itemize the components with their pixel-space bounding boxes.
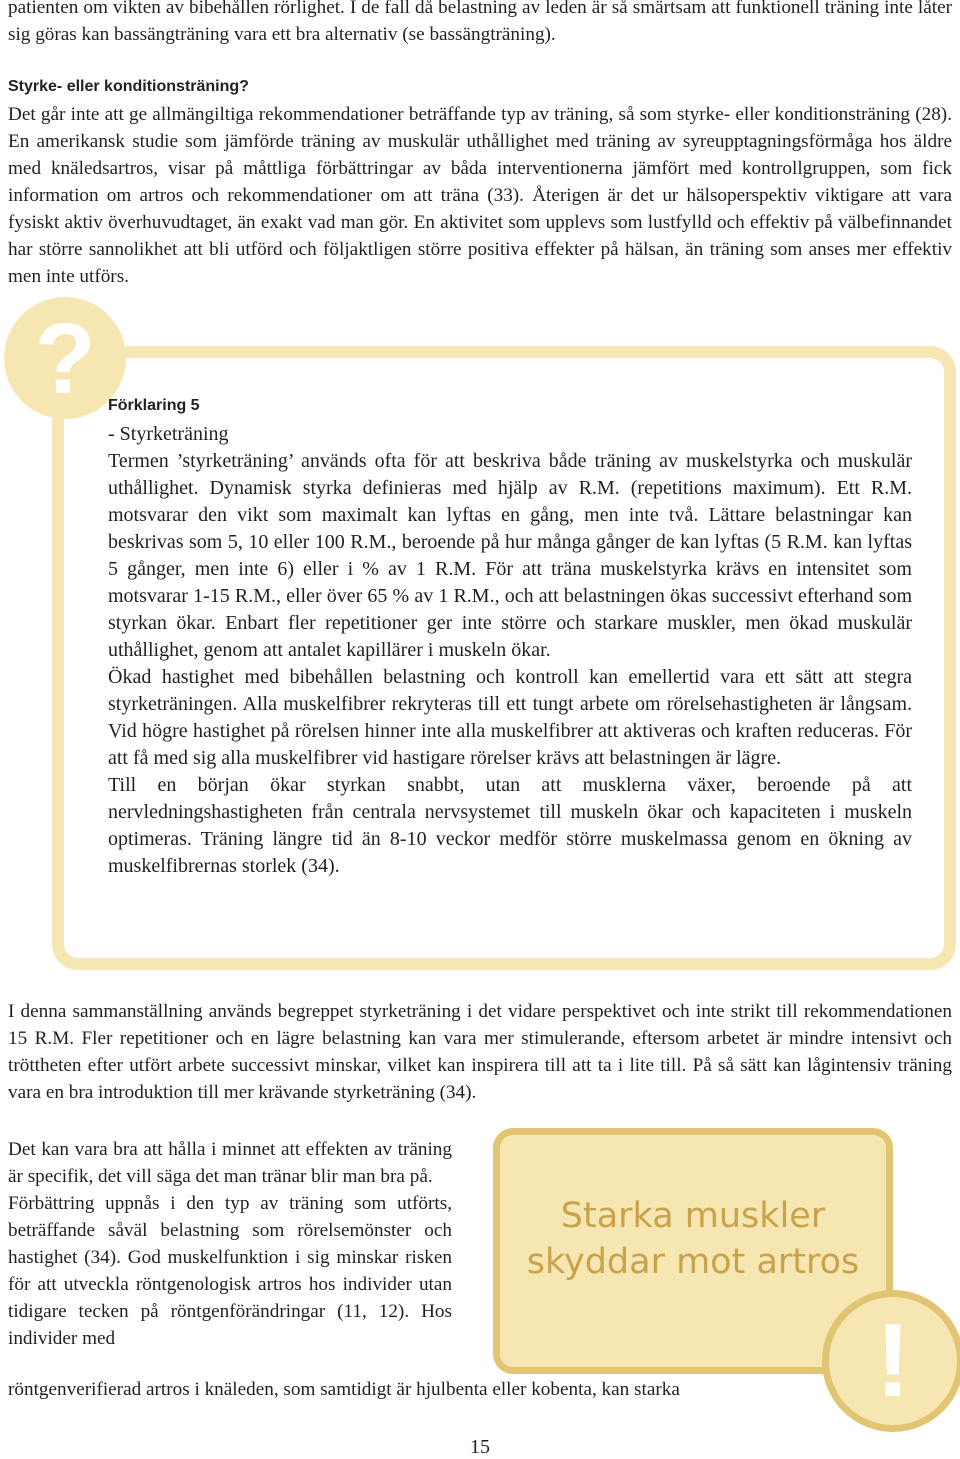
left-column-paragraph-2: Förbättring uppnås i den typ av träning som utförts, beträffande såväl belastning som rörelsemönster och hastighet (34). God muskelfunktion i sig minskar risken för att utveckla röntgenologisk artros hos individer utan tidigare tecken på röntgenförändringar (11, 12). Hos individer med — [8, 1193, 452, 1349]
section-paragraph-2: En aktivitet som upplevs som lustfylld och effektiv på välbefinnandet har större sannolikhet att bli utförd och följaktligen större positiva effekter på hälsan, än träning som anses mer effektiv men inte utförs. — [8, 212, 952, 287]
highlight-text — [500, 1193, 886, 1285]
highlight-line-2: skyddar mot artros — [526, 1242, 860, 1282]
left-column — [8, 1136, 452, 1352]
callout-paragraph-1: Termen ’styrketräning’ används ofta för att beskriva både träning av muskelstyrka och muskulär uthållighet. Dynamisk styrka definieras med hjälp av R.M. (repetitions maximum). Ett R.M. motsvarar den vikt som maximalt kan lyftas en gång, men inte två. Lättare belastningar kan beskrivas som 5, 10 eller 100 R.M., beroende på hur många gånger de kan lyftas (5 R.M. kan lyftas 5 gånger, men inte 6) eller i % av 1 R.M. För att träna muskelstyrka krävs en intensitet som motsvarar 1-15 R.M., eller över 65 % av 1 R.M., och att belastningen ökas successivt efterhand som styrkan ökar. Enbart fler repetitioner ger inte större och starkare muskler, men ökad muskulär uthållighet, genom att antalet kapillärer i muskeln ökar. — [108, 450, 912, 661]
callout-paragraph-3: Till en början ökar styrkan snabbt, utan att musklerna växer, beroende på att nervledningshastigheten från centrala nervsystemet till muskeln ökar och kapaciteten i muskeln optimeras. Träning längre tid än 8-10 veckor medför större muskelmassa genom en ökning av muskelfibrernas storlek (34). — [108, 774, 912, 877]
intro-paragraph: patienten om vikten av bibehållen rörlighet. I de fall då belastning av leden är så smärtsam att funktionell träning inte låter sig göras kan bassängträning vara ett bra alternativ (se bassängträning). — [8, 0, 952, 45]
explanation-callout-content — [108, 394, 912, 880]
question-mark-icon: ? — [4, 297, 126, 419]
section-paragraph-1: Det går inte att ge allmängiltiga rekommendationer beträffande typ av träning, så som styrke- eller konditionsträning (28). En amerikansk studie som jämförde träning av muskulär uthållighet med träning av syreupptagningsförmåga hos äldre med knäledsartros, visar på måttliga förbättringar av båda interventionerna jämfört med kontrollgruppen, som fick information om artros och rekommendationer om att träna (33). Återigen är det ur hälsoperspektiv viktigare att vara fysiskt aktiv överhuvudtaget, än exakt vad man gör. — [8, 104, 952, 233]
section-body — [8, 101, 952, 290]
continuation-line: röntgenverifierad artros i knäleden, som samtidigt är hjulbenta eller kobenta, kan starka — [8, 1379, 680, 1400]
highlight-line-1: Starka muskler — [560, 1196, 826, 1236]
section-heading: Styrke- eller konditionsträning? — [8, 78, 249, 95]
exclamation-icon: ! — [822, 1290, 960, 1432]
left-column-paragraph-1: Det kan vara bra att hålla i minnet att effekten av träning är specifik, det vill säga det man tränar blir man bra på. — [8, 1139, 452, 1187]
callout-title: Förklaring 5 — [108, 397, 200, 414]
callout-paragraph-2: Ökad hastighet med bibehållen belastning och kontroll kan emellertid vara ett sätt att stegra styrketräningen. Alla muskelfibrer rekryteras till ett tungt arbete om rörelsehastigheten är långsam. Vid högre hastighet på rörelsen hinner inte alla muskelfibrer att aktiveras och kraften reduceras. För att få med sig alla muskelfibrer vid hastigare rörelser krävs att belastningen är lägre. — [108, 666, 912, 769]
lower-paragraph: I denna sammanställning används begreppet styrketräning i det vidare perspektivet och inte strikt till rekommendationen 15 R.M. Fler repetitioner och en lägre belastning kan vara mer stimulerande, eftersom arbetet är mindre intensivt och tröttheten efter utfört arbete successivt minskar, vilket kan inspirera till att ta i lite till. På så sätt kan lågintensiv träning vara en bra introduktion till mer krävande styrketräning (34). — [8, 1001, 952, 1103]
page-number: 15 — [470, 1436, 490, 1458]
callout-subtitle: - Styrketräning — [108, 423, 229, 445]
